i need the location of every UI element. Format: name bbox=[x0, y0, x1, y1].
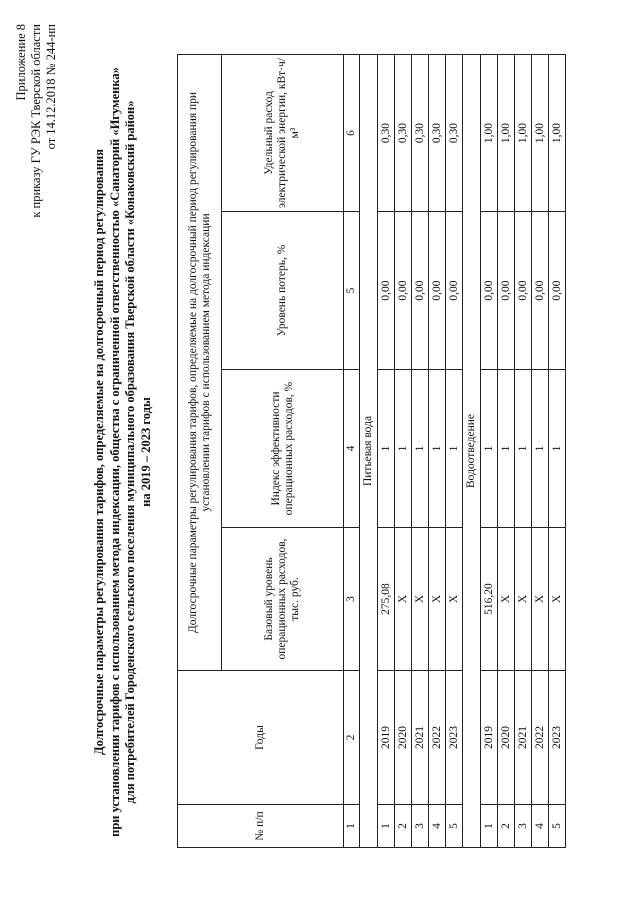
cell-index: 1 bbox=[412, 370, 429, 528]
cell-energy: 0,30 bbox=[378, 54, 395, 211]
cell-year: 2021 bbox=[412, 671, 429, 805]
cell-loss: 0,00 bbox=[378, 212, 395, 370]
cell-index: 1 bbox=[378, 370, 395, 528]
cell-base: Х bbox=[446, 528, 463, 671]
cell-year: 2023 bbox=[549, 671, 566, 805]
appendix-header bbox=[14, 24, 59, 218]
cell-loss: 0,00 bbox=[481, 212, 498, 370]
cell-energy: 1,00 bbox=[481, 54, 498, 211]
cell-year: 2022 bbox=[532, 671, 549, 805]
cell-year: 2022 bbox=[429, 671, 446, 805]
column-number-row bbox=[344, 54, 360, 847]
section-title: Питьевая вода bbox=[360, 54, 378, 847]
cell-number: 1 bbox=[481, 805, 498, 848]
cell-energy: 1,00 bbox=[515, 54, 532, 211]
column-number: 5 bbox=[344, 212, 360, 370]
table-row bbox=[429, 54, 446, 847]
header-base-level: Базовый уровень операционных расходов, тыс. руб. bbox=[222, 528, 344, 671]
header-energy-consumption: Удельный расход электрической энергии, кВт·ч/м³ bbox=[222, 54, 344, 211]
cell-energy: 1,00 bbox=[498, 54, 515, 211]
table-row bbox=[498, 54, 515, 847]
cell-year: 2019 bbox=[481, 671, 498, 805]
title-line-4: на 2019 – 2023 годы bbox=[138, 397, 153, 507]
cell-index: 1 bbox=[481, 370, 498, 528]
cell-loss: 0,00 bbox=[429, 212, 446, 370]
table-head bbox=[178, 54, 360, 847]
header-group: Долгосрочные параметры регулирования тарифов, определяемые на долгосрочный период регулирования при установлении тарифов с использованием метода индексации bbox=[178, 54, 222, 670]
cell-energy: 0,30 bbox=[429, 54, 446, 211]
column-number: 1 bbox=[344, 805, 360, 848]
table-row bbox=[446, 54, 463, 847]
cell-index: 1 bbox=[515, 370, 532, 528]
cell-year: 2021 bbox=[515, 671, 532, 805]
cell-year: 2023 bbox=[446, 671, 463, 805]
cell-number: 3 bbox=[412, 805, 429, 848]
cell-energy: 0,30 bbox=[395, 54, 412, 211]
header-years: Годы bbox=[178, 671, 344, 805]
table-row bbox=[515, 54, 532, 847]
cell-energy: 0,30 bbox=[412, 54, 429, 211]
cell-number: 1 bbox=[378, 805, 395, 848]
cell-loss: 0,00 bbox=[412, 212, 429, 370]
cell-index: 1 bbox=[549, 370, 566, 528]
cell-number: 2 bbox=[395, 805, 412, 848]
cell-index: 1 bbox=[395, 370, 412, 528]
cell-number: 4 bbox=[532, 805, 549, 848]
cell-number: 5 bbox=[446, 805, 463, 848]
cell-loss: 0,00 bbox=[498, 212, 515, 370]
cell-number: 3 bbox=[515, 805, 532, 848]
cell-base: 275,08 bbox=[378, 528, 395, 671]
parameters-table bbox=[177, 54, 566, 848]
cell-year: 2020 bbox=[395, 671, 412, 805]
table-body bbox=[360, 54, 566, 847]
title-line-3: для потребителей Городенского сельского поселения муниципального образования Тверской области «Конаковский район» bbox=[123, 100, 137, 804]
cell-base: Х bbox=[412, 528, 429, 671]
cell-number: 4 bbox=[429, 805, 446, 848]
table-row bbox=[549, 54, 566, 847]
cell-index: 1 bbox=[498, 370, 515, 528]
table-row bbox=[532, 54, 549, 847]
cell-index: 1 bbox=[446, 370, 463, 528]
header-row-number: № п/п bbox=[178, 805, 344, 848]
section-title: Водоотведение bbox=[463, 54, 481, 847]
header-efficiency-index: Индекс эффективности операционных расходов, % bbox=[222, 370, 344, 528]
column-number: 2 bbox=[344, 671, 360, 805]
cell-energy: 1,00 bbox=[549, 54, 566, 211]
cell-loss: 0,00 bbox=[515, 212, 532, 370]
cell-loss: 0,00 bbox=[395, 212, 412, 370]
cell-loss: 0,00 bbox=[549, 212, 566, 370]
table-row bbox=[481, 54, 498, 847]
appendix-number: Приложение 8 bbox=[14, 24, 28, 101]
cell-base: Х bbox=[429, 528, 446, 671]
cell-loss: 0,00 bbox=[446, 212, 463, 370]
order-reference: к приказу ГУ РЭК Тверской области bbox=[29, 24, 43, 218]
cell-base: Х bbox=[395, 528, 412, 671]
header-loss-level: Уровень потерь, % bbox=[222, 212, 344, 370]
cell-index: 1 bbox=[532, 370, 549, 528]
title-line-1: Долгосрочные параметры регулирования тарифов, определяемые на долгосрочный период регулирования bbox=[92, 149, 106, 756]
table-row bbox=[395, 54, 412, 847]
cell-loss: 0,00 bbox=[532, 212, 549, 370]
section-row bbox=[463, 54, 481, 847]
cell-number: 2 bbox=[498, 805, 515, 848]
cell-year: 2019 bbox=[378, 671, 395, 805]
column-number: 4 bbox=[344, 370, 360, 528]
order-date: от 14.12.2018 № 244-нп bbox=[44, 24, 58, 150]
cell-base: Х bbox=[498, 528, 515, 671]
title-line-2: при установлении тарифов с использованием метода индексации, общества с ограниченной ответственностью «Санаторий «Игуменка» bbox=[107, 67, 122, 837]
cell-base: 516,20 bbox=[481, 528, 498, 671]
column-number: 6 bbox=[344, 54, 360, 211]
section-row bbox=[360, 54, 378, 847]
cell-number: 5 bbox=[549, 805, 566, 848]
cell-index: 1 bbox=[429, 370, 446, 528]
cell-energy: 1,00 bbox=[532, 54, 549, 211]
cell-base: Х bbox=[549, 528, 566, 671]
cell-base: Х bbox=[532, 528, 549, 671]
table-row bbox=[412, 54, 429, 847]
table-row bbox=[378, 54, 395, 847]
cell-energy: 0,30 bbox=[446, 54, 463, 211]
cell-base: Х bbox=[515, 528, 532, 671]
document-title bbox=[92, 60, 154, 844]
cell-year: 2020 bbox=[498, 671, 515, 805]
column-number: 3 bbox=[344, 528, 360, 671]
